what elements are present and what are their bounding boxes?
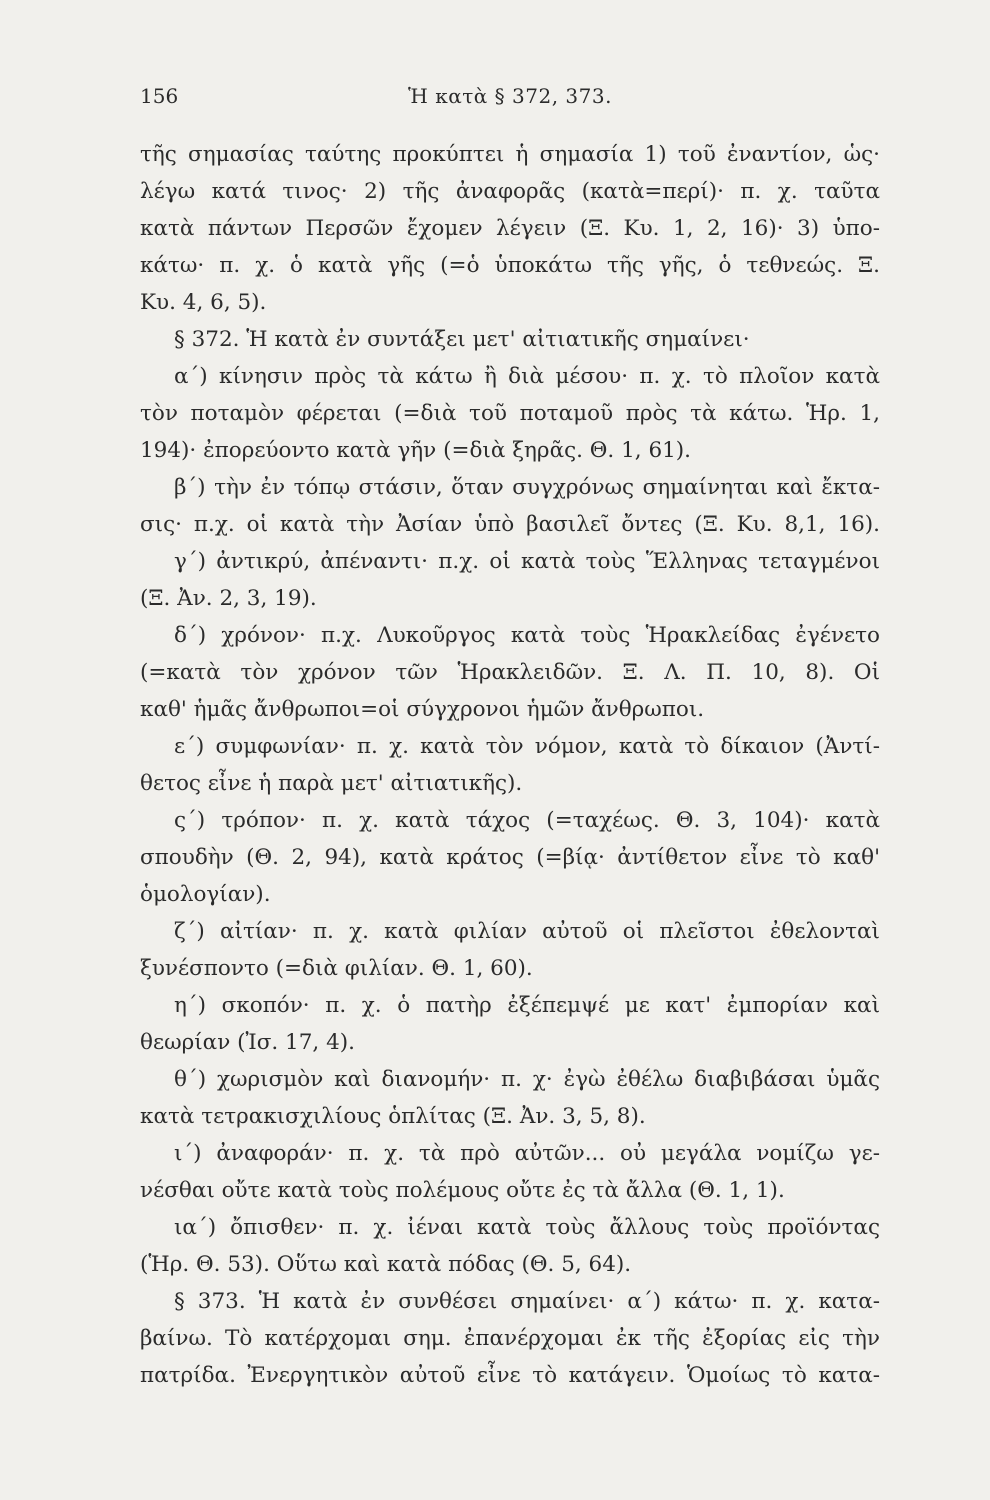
text-line: 194)· ἐπορεύοντο κατὰ γῆν (=διὰ ξηρᾶς. Θ. 1, 61). <box>140 438 692 463</box>
text-line: (=κατὰ τὸν χρόνον τῶν Ἡρακλειδῶν. Ξ. Λ. Π. 10, 8). Οἱ <box>140 660 880 685</box>
text-line: § 373. Ἡ κατὰ ἐν συνθέσει σημαίνει· α΄) κάτω· π. χ. κατα- <box>174 1289 880 1314</box>
text-line: (Ἡρ. Θ. 53). Οὕτω καὶ κατὰ πόδας (Θ. 5, 64). <box>140 1252 632 1277</box>
text-line: ε΄) συμφωνίαν· π. χ. κατὰ τὸν νόμον, κατὰ τὸ δίκαιον (Ἀντί- <box>174 734 880 759</box>
page-header <box>140 84 880 114</box>
running-head: Ἡ κατὰ § 372, 373. <box>408 84 612 108</box>
text-line: ζ΄) αἰτίαν· π. χ. κατὰ φιλίαν αὐτοῦ οἱ πλεῖστοι ἐθελονταὶ <box>174 919 880 944</box>
text-line: δ΄) χρόνον· π.χ. Λυκοῦργος κατὰ τοὺς Ἡρακλείδας ἐγένετο <box>174 623 880 648</box>
text-line: θ΄) χωρισμὸν καὶ διανομήν· π. χ· ἐγὼ ἐθέλω διαβιβάσαι ὑμᾶς <box>174 1067 880 1092</box>
text-line: νέσθαι οὔτε κατὰ τοὺς πολέμους οὔτε ἐς τὰ ἄλλα (Θ. 1, 1). <box>140 1178 785 1203</box>
text-line: (Ξ. Ἀν. 2, 3, 19). <box>140 586 317 611</box>
text-line: ς΄) τρόπον· π. χ. κατὰ τάχος (=ταχέως. Θ. 3, 104)· κατὰ <box>174 808 880 833</box>
text-line: τὸν ποταμὸν φέρεται (=διὰ τοῦ ποταμοῦ πρὸς τὰ κάτω. Ἡρ. 1, <box>140 401 880 426</box>
text-line: γ΄) ἀντικρύ, ἀπέναντι· π.χ. οἱ κατὰ τοὺς Ἕλληνας τεταγμένοι <box>174 549 880 574</box>
text-line: τῆς σημασίας ταύτης προκύπτει ἡ σημασία 1) τοῦ ἐναντίον, ὡς· <box>140 142 880 167</box>
text-line: πατρίδα. Ἐνεργητικὸν αὐτοῦ εἶνε τὸ κατάγειν. Ὁμοίως τὸ κατα- <box>140 1363 880 1388</box>
text-line: καθ' ἡμᾶς ἄνθρωποι=οἱ σύγχρονοι ἡμῶν ἄνθρωποι. <box>140 697 705 722</box>
text-line: θεωρίαν (Ἰσ. 17, 4). <box>140 1030 355 1055</box>
text-line: βαίνω. Τὸ κατέρχομαι σημ. ἐπανέρχομαι ἐκ τῆς ἐξορίας εἰς τὴν <box>140 1326 880 1351</box>
text-line: ια΄) ὄπισθεν· π. χ. ἰέναι κατὰ τοὺς ἄλλους τοὺς προϊόντας <box>174 1215 880 1240</box>
text-line: β΄) τὴν ἐν τόπῳ στάσιν, ὅταν συγχρόνως σημαίνηται καὶ ἔκτα- <box>174 475 880 500</box>
text-line: θετος εἶνε ἡ παρὰ μετ' αἰτιατικῆς). <box>140 771 523 796</box>
text-line: σπουδὴν (Θ. 2, 94), κατὰ κράτος (=βίᾳ· ἀντίθετον εἶνε τὸ καθ' <box>140 845 880 870</box>
text-line: η΄) σκοπόν· π. χ. ὁ πατὴρ ἐξέπεμψέ με κατ' ἐμπορίαν καὶ <box>174 993 880 1018</box>
text-line: ξυνέσποντο (=διὰ φιλίαν. Θ. 1, 60). <box>140 956 533 981</box>
text-line: κατὰ πάντων Περσῶν ἔχομεν λέγειν (Ξ. Κυ. 1, 2, 16)· 3) ὑπο- <box>140 216 880 241</box>
text-line: ι΄) ἀναφοράν· π. χ. τὰ πρὸ αὐτῶν... οὐ μεγάλα νομίζω γε- <box>174 1141 880 1166</box>
body-text <box>140 136 880 1394</box>
text-line: Κυ. 4, 6, 5). <box>140 290 267 315</box>
text-line: κατὰ τετρακισχιλίους ὁπλίτας (Ξ. Ἀν. 3, 5, 8). <box>140 1104 646 1129</box>
text-line: ὁμολογίαν). <box>140 882 271 907</box>
text-line: σις· π.χ. οἱ κατὰ τὴν Ἀσίαν ὑπὸ βασιλεῖ ὄντες (Ξ. Κυ. 8,1, 16). <box>140 512 880 537</box>
page-number: 156 <box>140 84 179 108</box>
text-line: λέγω κατά τινος· 2) τῆς ἀναφορᾶς (κατὰ=περί)· π. χ. ταῦτα <box>140 179 880 204</box>
text-line: § 372. Ἡ κατὰ ἐν συντάξει μετ' αἰτιατικῆς σημαίνει· <box>174 327 750 352</box>
text-line: α΄) κίνησιν πρὸς τὰ κάτω ἢ διὰ μέσου· π. χ. τὸ πλοῖον κατὰ <box>174 364 880 389</box>
text-line: κάτω· π. χ. ὁ κατὰ γῆς (=ὁ ὑποκάτω τῆς γῆς, ὁ τεθνεώς. Ξ. <box>140 253 880 278</box>
